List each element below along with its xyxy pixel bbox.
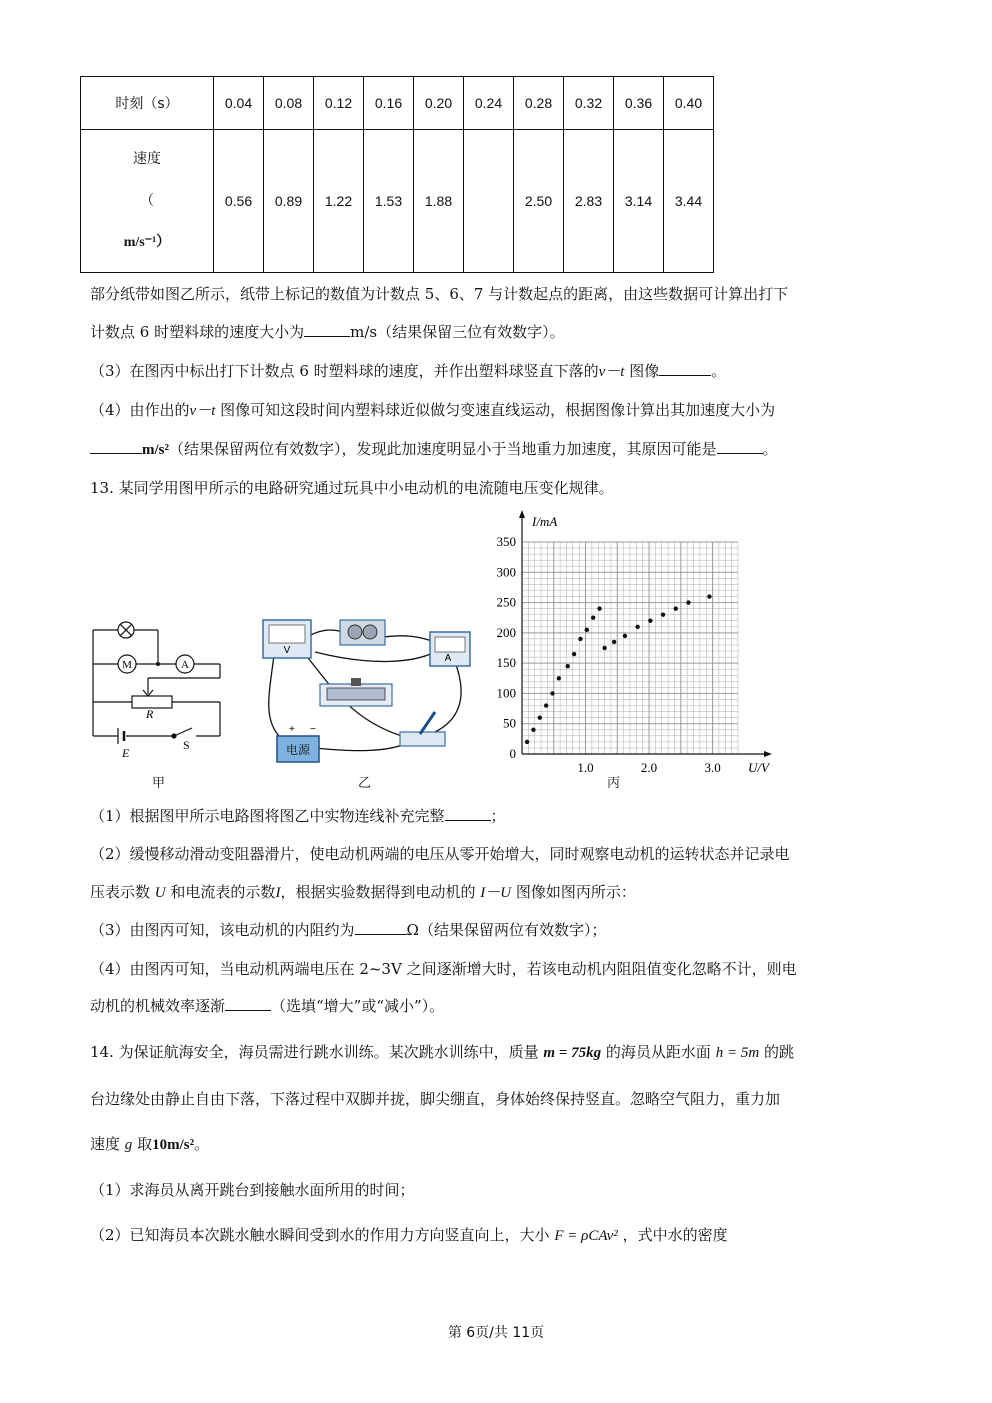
data-point xyxy=(648,619,652,623)
table-cell: 3.14 xyxy=(614,130,664,273)
data-point xyxy=(544,703,548,707)
table-cell: 0.16 xyxy=(364,77,414,130)
paragraph-line: （2）缓慢移动滑动变阻器滑片，使电动机两端的电压从零开始增大，同时观察电动机的运转状态并记录电 xyxy=(90,845,790,863)
math-var: v－t xyxy=(598,364,625,380)
question-13-title: 13. 某同学用图甲所示的电路研究通过玩具中小电动机的电流随电压变化规律。 xyxy=(90,479,614,497)
speed-header-line: （ xyxy=(140,193,154,209)
x-axis-label: U/V xyxy=(748,760,769,775)
battery-label: E xyxy=(122,746,130,760)
data-point xyxy=(686,600,690,604)
text-span: 图像 xyxy=(624,362,660,380)
data-point xyxy=(707,594,711,598)
math-expr: m = 75kg xyxy=(543,1045,602,1061)
data-point xyxy=(623,634,627,638)
question-14-line xyxy=(90,1042,905,1063)
table-row-time xyxy=(81,77,714,130)
math-expr: h = 5m xyxy=(715,1045,760,1061)
table-cell: 0.32 xyxy=(564,77,614,130)
data-point xyxy=(597,606,601,610)
power-supply-label: 电源 xyxy=(285,743,311,757)
y-axis-label: I/mA xyxy=(532,514,558,529)
paragraph-line: 部分纸带如图乙所示，纸带上标记的数值为计数点 5、6、7 与计数起点的距离，由这些数据可计算出打下 xyxy=(90,285,789,303)
text-span: 图像可知这段时间内塑料球近似做匀变速直线运动，根据图像计算出其加速度大小为 xyxy=(215,401,776,419)
ammeter-device-label: A xyxy=(444,653,452,664)
velocity-table xyxy=(80,76,714,273)
paragraph-line xyxy=(90,400,905,421)
figure-jia-label: 甲 xyxy=(152,776,166,791)
paragraph-line xyxy=(90,322,905,342)
text-span: （2）已知海员本次跳水触水瞬间受到水的作用力方向竖直向上，大小 xyxy=(90,1226,550,1244)
table-cell: 1.88 xyxy=(414,130,464,273)
x-tick-label: 3.0 xyxy=(704,760,721,775)
plus-terminal-label: + xyxy=(289,724,295,735)
math-expr: F = ρCAv² xyxy=(554,1228,618,1244)
math-var: U xyxy=(154,885,166,901)
data-point xyxy=(557,676,561,680)
text-span: ，根据实验数据得到电动机的 xyxy=(280,883,476,901)
text-span: 。 xyxy=(711,362,727,380)
paragraph-line: 台边缘处由静止自由下落，下落过程中双脚并拢，脚尖绷直，身体始终保持竖直。忽略空气阻力，重力加 xyxy=(90,1090,781,1108)
table-row-speed xyxy=(81,130,714,273)
paragraph-line xyxy=(90,1225,905,1246)
math-var: I－U xyxy=(480,885,512,901)
text-span: ； xyxy=(490,807,506,825)
answer-blank[interactable] xyxy=(355,920,407,935)
apparatus-illustration xyxy=(255,612,475,767)
text-span: 图像如图丙所示： xyxy=(515,883,636,901)
table-cell: 2.83 xyxy=(564,130,614,273)
answer-blank[interactable] xyxy=(304,322,350,337)
switch-label: S xyxy=(183,738,190,752)
data-point xyxy=(566,664,570,668)
x-tick-labels xyxy=(577,760,720,775)
table-cell: 1.22 xyxy=(314,130,364,273)
unit-text: m/s² xyxy=(142,442,169,458)
answer-blank[interactable] xyxy=(717,439,763,454)
text-span: 速度 xyxy=(90,1135,121,1153)
table-cell: 1.53 xyxy=(364,130,414,273)
text-span: 。 xyxy=(194,1135,210,1153)
text-span: 。 xyxy=(762,440,778,458)
ammeter-label: A xyxy=(181,659,189,671)
y-axis-arrow xyxy=(519,510,525,518)
data-point xyxy=(572,652,576,656)
text-span: （3）由图丙可知，该电动机的内阻约为 xyxy=(90,921,355,939)
minus-terminal-label: − xyxy=(310,724,316,735)
x-tick-label: 2.0 xyxy=(640,760,658,775)
paragraph-line: （1）求海员从离开跳台到接触水面所用的时间； xyxy=(90,1181,415,1199)
table-cell-empty xyxy=(464,130,514,273)
y-tick-label: 200 xyxy=(496,624,516,640)
iu-chart xyxy=(480,508,780,793)
paragraph-line xyxy=(90,1134,905,1155)
text-span: 压表示数 xyxy=(90,883,151,901)
text-span: 的海员从距水面 xyxy=(605,1043,711,1061)
text-span: （1）根据图甲所示电路图将图乙中实物连线补充完整 xyxy=(90,807,445,825)
math-var: I xyxy=(275,885,281,901)
answer-blank[interactable] xyxy=(225,996,271,1011)
answer-blank[interactable] xyxy=(90,439,142,454)
data-point xyxy=(602,646,606,650)
data-point xyxy=(525,740,529,744)
table-cell: 0.36 xyxy=(614,77,664,130)
y-tick-label: 300 xyxy=(496,564,516,580)
resistor-label: R xyxy=(146,707,154,721)
text-span: 和电流表的示数 xyxy=(170,883,276,901)
table-cell: 0.08 xyxy=(264,77,314,130)
table-cell: 0.56 xyxy=(214,130,264,273)
paragraph-line xyxy=(90,920,905,940)
text-span: 计数点 6 时塑料球的速度大小为 xyxy=(90,323,305,341)
y-tick-label: 250 xyxy=(496,594,516,610)
table-cell: 0.40 xyxy=(664,77,714,130)
data-point xyxy=(538,715,542,719)
speed-header-line: m/s⁻¹） xyxy=(123,235,171,250)
x-tick-label: 1.0 xyxy=(577,760,594,775)
circuit-diagram xyxy=(88,618,228,760)
y-tick-label: 100 xyxy=(496,685,516,701)
y-tick-label: 50 xyxy=(503,715,516,731)
text-span: m/s（结果保留三位有效数字）。 xyxy=(350,323,565,341)
text-span: 动机的机械效率逐渐 xyxy=(90,997,226,1015)
table-cell: 0.24 xyxy=(464,77,514,130)
table-cell: 0.20 xyxy=(414,77,464,130)
y-tick-labels xyxy=(497,534,517,761)
table-cell: 0.28 xyxy=(514,77,564,130)
text-span: （4）由作出的 xyxy=(90,401,190,419)
text-span: （结果保留两位有效数字），发现此加速度明显小于当地重力加速度，其原因可能是 xyxy=(169,440,717,458)
paragraph-line xyxy=(90,806,905,826)
table-cell: 0.89 xyxy=(264,130,314,273)
text-span: Ω（结果保留两位有效数字）； xyxy=(406,921,607,939)
answer-blank[interactable] xyxy=(445,806,491,821)
math-expr: 10m/s² xyxy=(152,1137,195,1153)
text-span: 取 xyxy=(137,1135,153,1153)
data-point xyxy=(612,640,616,644)
table-cell: 3.44 xyxy=(664,130,714,273)
voltmeter-label: V xyxy=(283,645,291,656)
chart-grid-minor xyxy=(522,542,738,754)
text-span: ，式中水的密度 xyxy=(622,1226,728,1244)
math-var: g xyxy=(124,1137,133,1153)
paragraph-line xyxy=(90,439,905,460)
math-var: v－t xyxy=(189,403,216,419)
figure-yi-label: 乙 xyxy=(358,776,372,791)
data-point xyxy=(661,612,665,616)
data-point xyxy=(591,616,595,620)
text-span: （3）在图丙中标出打下计数点 6 时塑料球的速度，并作出塑料球竖直下落的 xyxy=(90,362,599,380)
figure-bing-label: 丙 xyxy=(607,776,621,791)
paragraph-line xyxy=(90,361,905,382)
data-point xyxy=(635,625,639,629)
data-point xyxy=(578,637,582,641)
table-header-time: 时刻（s） xyxy=(81,77,214,130)
y-tick-label: 0 xyxy=(509,746,516,761)
table-cell: 2.50 xyxy=(514,130,564,273)
motor-label: M xyxy=(122,659,132,671)
y-tick-label: 150 xyxy=(496,655,516,671)
table-header-speed xyxy=(81,130,214,273)
data-point xyxy=(674,606,678,610)
page-footer: 第 6页/共 11页 xyxy=(447,1325,545,1341)
data-point xyxy=(531,728,535,732)
answer-blank[interactable] xyxy=(659,361,711,376)
text-span: 14. 为保证航海安全，海员需进行跳水训练。某次跳水训练中，质量 xyxy=(90,1043,539,1061)
y-tick-label: 350 xyxy=(496,534,516,549)
paragraph-line xyxy=(90,882,905,903)
table-cell: 0.04 xyxy=(214,77,264,130)
text-span: 的跳 xyxy=(763,1043,794,1061)
paragraph-line: （4）由图丙可知，当电动机两端电压在 2~3V 之间逐渐增大时，若该电动机内阻阻值变化忽略不计，则电 xyxy=(90,960,797,978)
paragraph-line xyxy=(90,996,905,1016)
data-point xyxy=(585,628,589,632)
x-axis-arrow xyxy=(764,751,772,757)
table-cell: 0.12 xyxy=(314,77,364,130)
text-span: （选填“增大”或“减小”）。 xyxy=(271,997,445,1015)
speed-header-line: 速度 xyxy=(133,151,161,167)
data-point xyxy=(550,691,554,695)
